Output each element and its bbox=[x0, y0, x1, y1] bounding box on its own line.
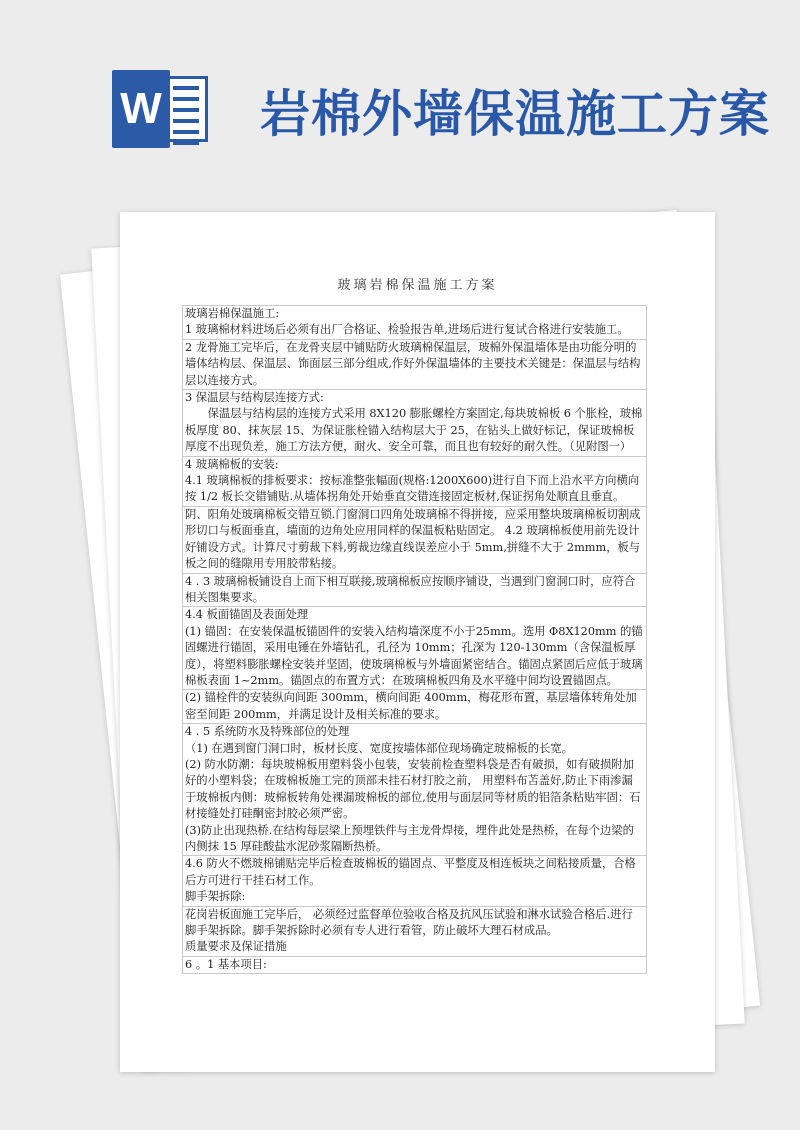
document-page bbox=[120, 212, 715, 1072]
paragraph: 花岗岩板面施工完毕后， 必须经过监督单位验收合格及抗风压试验和淋水试验合格后.进行脚手架拆除。脚手架拆除时必须有专人进行看管，防止破坏大理石材成品。 bbox=[185, 907, 633, 938]
paragraph: 玻璃岩棉保温施工: bbox=[185, 307, 280, 320]
paragraph: 4.1 玻璃棉板的排板要求：按标准整张幅面(规格:1200X600)进行自下而上沿水平方向横向按 1/2 板长交错铺贴.从墙体拐角处开始垂直交错连接固定板材,保证拐角处顺直且垂直。 bbox=[185, 474, 640, 504]
table-row bbox=[182, 506, 647, 573]
table-row bbox=[182, 956, 647, 974]
table-row bbox=[182, 855, 647, 905]
table-row bbox=[182, 606, 647, 689]
paragraph: (1) 锚固：在安装保温板锚固件的安装入结构墙深度不小于25mm。选用 Φ8X120mm 的锚固螺进行锚固，采用电锤在外墙钻孔，孔径为 10mm；孔深为 120-130mm（含保温板厚度），将塑料膨胀螺栓安装并坚固，使玻璃棉板与外墙面紧密结合。锚固点紧固后应低于玻璃棉板表面 1~2mm。锚固点的布置方式：在玻璃棉板四角及水平缝中间均设置锚固点。 bbox=[185, 624, 643, 687]
paragraph: （1) 在遇到窗门洞口时，板材长度、宽度按墙体部位现场确定玻棉板的长宽。 bbox=[185, 741, 573, 755]
paragraph: 质量要求及保证措施 bbox=[185, 940, 287, 954]
paragraph: 2 龙骨施工完毕后，在龙骨夹层中铺贴防火玻璃棉保温层，玻棉外保温墙体是由功能分明的墙体结构层、保温层、饰面层三部分组成,作好外保温墙体的主要技术关键是：保温层与结构层以连接方式。 bbox=[185, 340, 641, 387]
word-logo bbox=[112, 70, 210, 148]
paragraph: 4 . 5 系统防水及特殊部位的处理 bbox=[185, 725, 350, 739]
table-row bbox=[182, 456, 647, 506]
paragraph: (2) 防水防潮：每块玻棉板用塑料袋小包装，安装前检查塑料袋是否有破损，如有破损附加好的小塑料袋；在玻棉板施工完的顶部未挂石材打胶之前， 用塑料布苫盖好,防止下雨渗漏于玻棉板内侧：玻棉板转角处裸漏玻棉板的部位,使用与面层同等材质的铝箔条粘贴牢固：石材接缝处打硅酮密封胶必须严密。 bbox=[185, 757, 641, 821]
document-body bbox=[182, 305, 647, 974]
document-title: 玻璃岩棉保温施工方案 bbox=[337, 278, 498, 293]
table-row bbox=[182, 389, 647, 456]
paragraph: 1 玻璃棉材料进场后必须有出厂合格证、检验报告单,进场后进行复试合格进行安装施工。 bbox=[185, 323, 629, 337]
table-row bbox=[182, 906, 647, 956]
word-icon: W bbox=[112, 70, 170, 148]
table-row bbox=[182, 723, 647, 855]
paragraph: 保温层与结构层的连接方式采用 8X120 膨胀螺栓方案固定,每块玻棉板 6 个胀栓，玻棉板厚度 80、抹灰层 15、为保证胀栓锚入结构层大于 25，在钻头上做好标记，保证玻棉板厚度不出现负差，施工方法方便，耐火、安全可靠，而且也有较好的耐久性。（见附图一） bbox=[185, 407, 643, 454]
paragraph: 3 保温层与结构层连接方式: bbox=[185, 391, 324, 405]
table-row bbox=[182, 305, 647, 339]
paragraph: 4 . 3 玻璃棉板铺设自上而下相互联接,玻璃棉板应按顺序铺设，当遇到门窗洞口时，应符合相关图集要求。 bbox=[185, 574, 636, 604]
paragraph: 脚手架拆除: bbox=[185, 890, 246, 904]
paragraph: 4.4 板面锚固及表面处理 bbox=[185, 608, 309, 622]
page-title: 岩棉外墙保温施工方案 bbox=[260, 85, 770, 143]
paragraph: 4.6 防火不燃玻棉铺贴完毕后检查玻棉板的锚固点、平整度及相连板块之间粘接质量，合格后方可进行干挂石材工作。 bbox=[185, 857, 636, 887]
table-row bbox=[182, 573, 647, 607]
paragraph: (2) 锚栓件的安装纵向间距 300mm，横向间距 400mm，梅花形布置，基层墙体转角处加密至间距 200mm，并满足设计及相关标准的要求。 bbox=[185, 691, 637, 721]
table-row bbox=[182, 689, 647, 723]
paragraph: 4 玻璃棉板的安装: bbox=[185, 457, 279, 471]
paragraph: 6 。1 基本项目: bbox=[185, 957, 267, 971]
paragraph: 阴、阳角处玻璃棉板交错互锁.门窗洞口四角处玻璃棉不得拼接，应采用整块玻璃棉板切割成形切口与板面垂直，墙面的边角处应用同样的保温板粘贴固定。 4.2 玻璃棉板使用前先设计好铺设方式。计算尺寸剪裁下料,剪裁边缘直线误差应小于 5mm,拼缝不大于 2mmm，板与板之间的缝隙用专用胶带粘接。 bbox=[185, 507, 641, 571]
paragraph: (3)防止出现热桥.在结构每层梁上预埋铁件与主龙骨焊接，埋件此处是热桥，在每个边梁的内侧抹 15 厚硅酸盐水泥砂浆隔断热桥。 bbox=[185, 823, 634, 853]
table-row bbox=[182, 339, 647, 389]
